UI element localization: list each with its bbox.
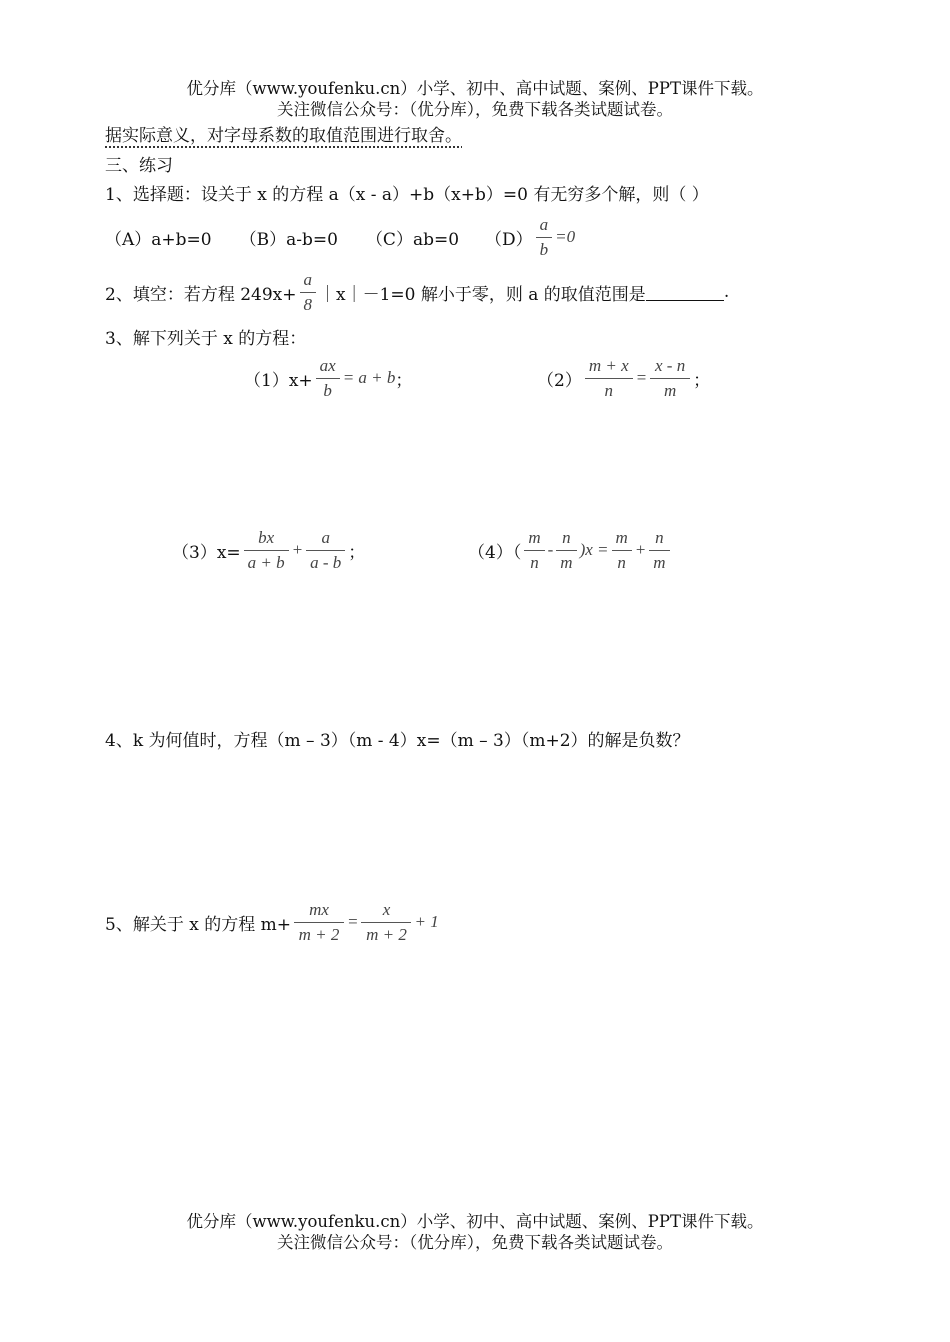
option-d-fraction: $\frac{a}{b}$ xyxy=(536,213,553,262)
equation-3-4-minus: - xyxy=(547,540,554,559)
equation-3-4-plus: + xyxy=(634,540,647,559)
question-1-options xyxy=(105,214,575,260)
equation-3-4-fraction-1: $\frac{m}{n}$ xyxy=(524,526,544,575)
equation-3-1 xyxy=(244,352,412,404)
option-d-label: （D） xyxy=(485,229,533,250)
intro-text: 据实际意义，对字母系数的取值范围进行取舍。 xyxy=(105,126,462,146)
question-5 xyxy=(105,896,439,948)
equation-3-3 xyxy=(172,524,365,576)
equation-3-3-fraction-1: $\frac{bx}{a + b}$ xyxy=(244,526,289,575)
equation-3-1-label: （1）x+ xyxy=(244,370,313,391)
answer-blank xyxy=(646,284,724,301)
question-1-text: 1、选择题：设关于 x 的方程 a（x - a）+b（x+b）=0 有无穷多个解，则（ ） xyxy=(105,185,709,205)
equation-3-4 xyxy=(468,524,673,576)
question-2-suffix: ｜x｜－1=0 解小于零，则 a 的取值范围是 xyxy=(319,284,646,305)
equation-3-3-plus: + xyxy=(291,540,304,559)
equation-3-4-fraction-4: $\frac{n}{m}$ xyxy=(649,526,669,575)
question-5-rhs: + 1 xyxy=(414,912,439,931)
equation-3-2 xyxy=(537,352,710,404)
question-2-fraction: $\frac{a}{8}$ xyxy=(300,268,317,317)
equation-3-3-label: （3）x= xyxy=(172,542,241,563)
question-3-title: 3、解下列关于 x 的方程： xyxy=(105,329,307,349)
option-c: （C）ab=0 xyxy=(365,229,460,250)
option-a: （A）a+b=0 xyxy=(105,229,212,250)
equation-3-2-label: （2） xyxy=(537,370,582,391)
equation-3-3-fraction-2: $\frac{a}{a - b}$ xyxy=(306,526,345,575)
footer-line-1: 优分库（www.youfenku.cn）小学、初中、高中试题、案例、PPT课件下载。 xyxy=(186,1212,764,1231)
equation-3-3-end: ； xyxy=(348,542,366,563)
question-2 xyxy=(105,267,729,317)
equation-3-1-rhs: = a + b xyxy=(342,368,396,387)
question-5-fraction-2: $\frac{x}{m + 2}$ xyxy=(361,898,411,947)
equation-3-4-middle: )x = xyxy=(579,540,609,559)
header-line-1: 优分库（www.youfenku.cn）小学、初中、高中试题、案例、PPT课件下载。 xyxy=(186,79,764,98)
question-5-fraction-1: $\frac{mx}{m + 2}$ xyxy=(294,898,344,947)
question-5-equals: = xyxy=(346,912,359,931)
equation-3-1-end: ； xyxy=(395,370,413,391)
equation-3-4-fraction-2: $\frac{n}{m}$ xyxy=(556,526,576,575)
equation-3-2-left-fraction: $\frac{m + x}{n}$ xyxy=(585,354,633,403)
section-title: 三、练习 xyxy=(105,156,173,176)
equation-3-2-end: ； xyxy=(693,370,711,391)
question-2-prefix: 2、填空：若方程 249x+ xyxy=(105,284,297,305)
question-4-text: 4、k 为何值时，方程（m – 3）（m - 4）x=（m – 3）（m+2）的解是负数？ xyxy=(105,731,690,751)
header-line-2: 关注微信公众号：（优分库），免费下载各类试题试卷。 xyxy=(277,100,673,119)
equation-3-4-fraction-3: $\frac{m}{n}$ xyxy=(612,526,632,575)
equation-3-1-fraction: $\frac{ax}{b}$ xyxy=(316,354,340,403)
equation-3-4-label: （4）（ xyxy=(468,542,522,563)
equation-3-2-right-fraction: $\frac{x - n}{m}$ xyxy=(650,354,690,403)
question-5-prefix: 5、解关于 x 的方程 m+ xyxy=(105,914,291,935)
equation-3-2-equals: = xyxy=(635,368,648,387)
footer-line-2: 关注微信公众号：（优分库），免费下载各类试题试卷。 xyxy=(277,1233,673,1252)
question-2-end: . xyxy=(723,282,730,302)
option-b: （B）a-b=0 xyxy=(239,229,338,250)
option-d-rhs: =0 xyxy=(555,227,576,246)
